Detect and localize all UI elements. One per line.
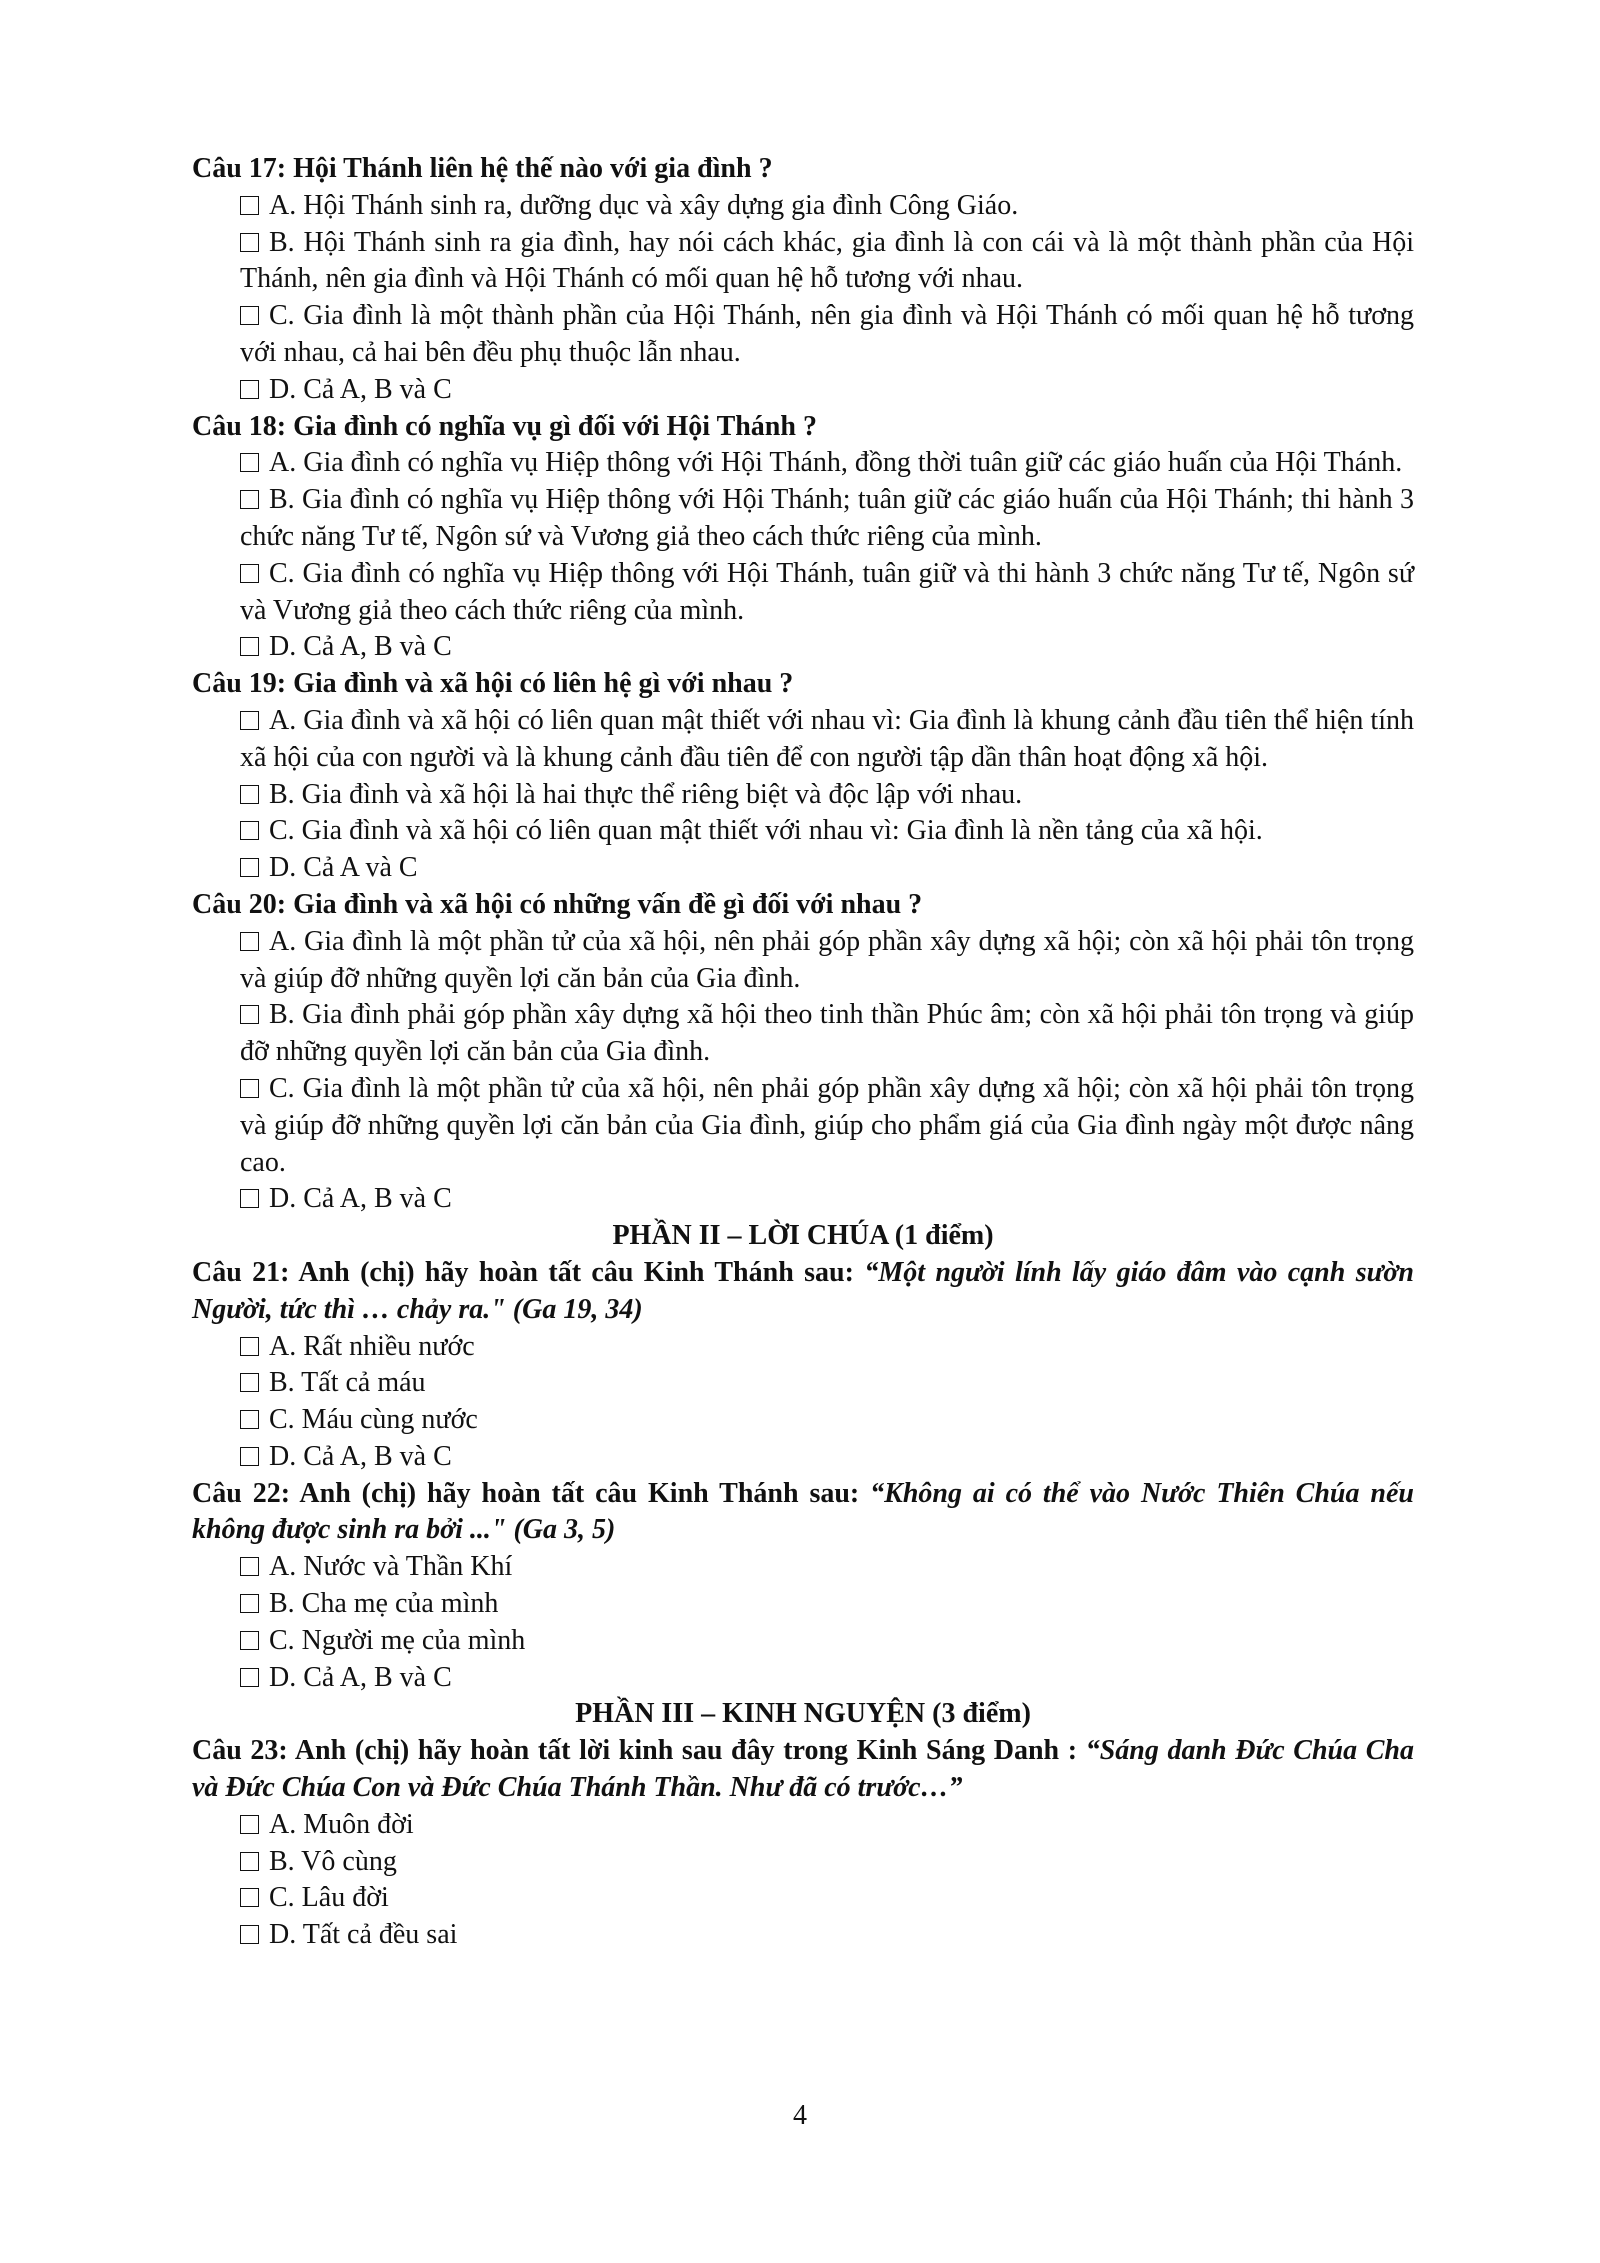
checkbox-icon[interactable] [240, 932, 259, 951]
checkbox-icon[interactable] [240, 858, 259, 877]
option[interactable] [240, 629, 1414, 666]
checkbox-icon[interactable] [240, 564, 259, 583]
checkbox-icon[interactable] [240, 490, 259, 509]
question-21 [192, 1255, 1414, 1476]
checkbox-icon[interactable] [240, 1337, 259, 1356]
checkbox-icon[interactable] [240, 821, 259, 840]
question-23 [192, 1733, 1414, 1954]
option-text: C. Gia đình là một phần tử của xã hội, nên phải góp phần xây dựng xã hội; còn xã hội phải tôn trọng và giúp đỡ những quyền lợi căn bản của Gia đình, giúp cho phẩm giá của Gia đình ngày một được nâng cao. [240, 1072, 1414, 1178]
checkbox-icon[interactable] [240, 1668, 259, 1687]
option-text: C. Máu cùng nước [269, 1404, 478, 1436]
option[interactable] [240, 1329, 1414, 1366]
option[interactable] [240, 445, 1414, 482]
option-text: D. Cả A, B và C [269, 373, 452, 405]
checkbox-icon[interactable] [240, 785, 259, 804]
section-heading: PHẦN II – LỜI CHÚA (1 điểm) [612, 1220, 994, 1252]
option[interactable] [240, 777, 1414, 814]
option[interactable] [240, 1844, 1414, 1881]
option-text: D. Cả A, B và C [269, 1661, 452, 1693]
option[interactable] [240, 298, 1414, 372]
option[interactable] [240, 1071, 1414, 1181]
section-heading: PHẦN III – KINH NGUYỆN (3 điểm) [575, 1698, 1031, 1730]
option[interactable] [240, 850, 1414, 887]
option[interactable] [240, 1549, 1414, 1586]
option-text: A. Gia đình có nghĩa vụ Hiệp thông với Hội Thánh, đồng thời tuân giữ các giáo huấn của Hội Thánh. [269, 447, 1403, 479]
checkbox-icon[interactable] [240, 1373, 259, 1392]
option-text: B. Gia đình phải góp phần xây dựng xã hội theo tinh thần Phúc âm; còn xã hội phải tôn trọng và giúp đỡ những quyền lợi căn bản của Gia đình. [240, 999, 1414, 1068]
checkbox-icon[interactable] [240, 233, 259, 252]
option[interactable] [240, 813, 1414, 850]
question-19 [192, 666, 1414, 887]
option[interactable] [240, 482, 1414, 556]
option[interactable] [240, 1181, 1414, 1218]
option-text: C. Người mẹ của mình [269, 1624, 526, 1656]
checkbox-icon[interactable] [240, 1557, 259, 1576]
option[interactable] [240, 1623, 1414, 1660]
checkbox-icon[interactable] [240, 1815, 259, 1834]
checkbox-icon[interactable] [240, 1189, 259, 1208]
option-text: D. Cả A, B và C [269, 1183, 452, 1215]
question-quote: “Không ai có thể vào Nước Thiên Chúa nếu không được sinh ra bởi ..." (Ga 3, 5) [192, 1477, 1414, 1546]
question-22 [192, 1476, 1414, 1697]
option-text: D. Cả A và C [269, 852, 418, 884]
question-lead: Câu 22: Anh (chị) hãy hoàn tất câu Kinh Thánh sau: [192, 1477, 871, 1509]
checkbox-icon[interactable] [240, 380, 259, 399]
page-content [192, 151, 1414, 1954]
question-title: Câu 19: Gia đình và xã hội có liên hệ gì với nhau ? [192, 668, 794, 700]
question-title: Câu 20: Gia đình và xã hội có những vấn đề gì đối với nhau ? [192, 888, 923, 920]
question-quote: “Sáng danh Đức Chúa Cha và Đức Chúa Con và Đức Chúa Thánh Thần. Như đã có trước…” [192, 1735, 1415, 1804]
option-text: A. Gia đình và xã hội có liên quan mật thiết với nhau vì: Gia đình là khung cảnh đầu tiên thể hiện tính xã hội của con người và là khung cảnh đầu tiên để con người tập dần thân hoạt động xã hội. [240, 704, 1414, 773]
option[interactable] [240, 703, 1414, 777]
option[interactable] [240, 997, 1414, 1071]
option-text: D. Cả A, B và C [269, 631, 452, 663]
question-18 [192, 409, 1414, 667]
option-text: C. Gia đình có nghĩa vụ Hiệp thông với Hội Thánh, tuân giữ và thi hành 3 chức năng Tư tế, Ngôn sứ và Vương giả theo cách thức riêng của mình. [240, 557, 1414, 626]
question-20 [192, 887, 1414, 1218]
question-quote: “Một người lính lấy giáo đâm vào cạnh sườn Người, tức thì … chảy ra." (Ga 19, 34) [192, 1256, 1414, 1325]
checkbox-icon[interactable] [240, 453, 259, 472]
checkbox-icon[interactable] [240, 1631, 259, 1650]
checkbox-icon[interactable] [240, 1447, 259, 1466]
checkbox-icon[interactable] [240, 1594, 259, 1613]
checkbox-icon[interactable] [240, 1005, 259, 1024]
option-text: A. Hội Thánh sinh ra, dưỡng dục và xây dựng gia đình Công Giáo. [269, 189, 1019, 221]
option[interactable] [240, 1365, 1414, 1402]
question-title [192, 1255, 1414, 1329]
option[interactable] [240, 1402, 1414, 1439]
option[interactable] [240, 1880, 1414, 1917]
option[interactable] [240, 1439, 1414, 1476]
page-number: 4 [793, 2100, 807, 2131]
question-title: Câu 18: Gia đình có nghĩa vụ gì đối với Hội Thánh ? [192, 410, 817, 442]
question-title [192, 1733, 1414, 1807]
checkbox-icon[interactable] [240, 1852, 259, 1871]
option-text: D. Tất cả đều sai [269, 1919, 458, 1951]
option-text: B. Cha mẹ của mình [269, 1588, 499, 1620]
option[interactable] [240, 556, 1414, 630]
option-text: D. Cả A, B và C [269, 1440, 452, 1472]
option-text: A. Muôn đời [269, 1808, 414, 1840]
option-text: C. Gia đình là một thành phần của Hội Thánh, nên gia đình và Hội Thánh có mối quan hệ hỗ tương với nhau, cả hai bên đều phụ thuộc lẫn nhau. [240, 300, 1414, 368]
question-lead: Câu 21: Anh (chị) hãy hoàn tất câu Kinh Thánh sau: [192, 1256, 865, 1288]
option-text: B. Tất cả máu [269, 1367, 426, 1399]
question-17 [192, 151, 1414, 409]
checkbox-icon[interactable] [240, 1888, 259, 1907]
option[interactable] [240, 225, 1414, 299]
option[interactable] [240, 1660, 1414, 1697]
option[interactable] [240, 1917, 1414, 1954]
option-text: B. Hội Thánh sinh ra gia đình, hay nói cách khác, gia đình là con cái và là một thành phần của Hội Thánh, nên gia đình và Hội Thánh có mối quan hệ hỗ tương với nhau. [240, 226, 1414, 295]
checkbox-icon[interactable] [240, 1410, 259, 1429]
option-text: B. Vô cùng [269, 1845, 397, 1877]
option-text: A. Gia đình là một phần tử của xã hội, nên phải góp phần xây dựng xã hội; còn xã hội phải tôn trọng và giúp đỡ những quyền lợi căn bản của Gia đình. [240, 925, 1414, 994]
option[interactable] [240, 1807, 1414, 1844]
option-text: B. Gia đình và xã hội là hai thực thể riêng biệt và độc lập với nhau. [269, 778, 1023, 810]
option-text: C. Gia đình và xã hội có liên quan mật thiết với nhau vì: Gia đình là nền tảng của xã hội. [269, 815, 1263, 847]
option[interactable] [240, 924, 1414, 998]
option[interactable] [240, 372, 1414, 409]
question-lead: Câu 23: Anh (chị) hãy hoàn tất lời kinh sau đây trong Kinh Sáng Danh : [192, 1735, 1086, 1767]
checkbox-icon[interactable] [240, 1925, 259, 1944]
option-text: B. Gia đình có nghĩa vụ Hiệp thông với Hội Thánh; tuân giữ các giáo huấn của Hội Thánh; thi hành 3 chức năng Tư tế, Ngôn sứ và Vương giả theo cách thức riêng của mình. [240, 484, 1414, 552]
checkbox-icon[interactable] [240, 637, 259, 656]
option-text: A. Rất nhiều nước [269, 1330, 475, 1362]
option-text: C. Lâu đời [269, 1882, 389, 1914]
checkbox-icon[interactable] [240, 1079, 259, 1098]
option[interactable] [240, 188, 1414, 225]
question-title [192, 1476, 1414, 1550]
checkbox-icon[interactable] [240, 711, 259, 730]
checkbox-icon[interactable] [240, 306, 259, 325]
option[interactable] [240, 1586, 1414, 1623]
question-title: Câu 17: Hội Thánh liên hệ thế nào với gia đình ? [192, 153, 773, 184]
option-text: A. Nước và Thần Khí [269, 1551, 513, 1583]
checkbox-icon[interactable] [240, 196, 259, 215]
